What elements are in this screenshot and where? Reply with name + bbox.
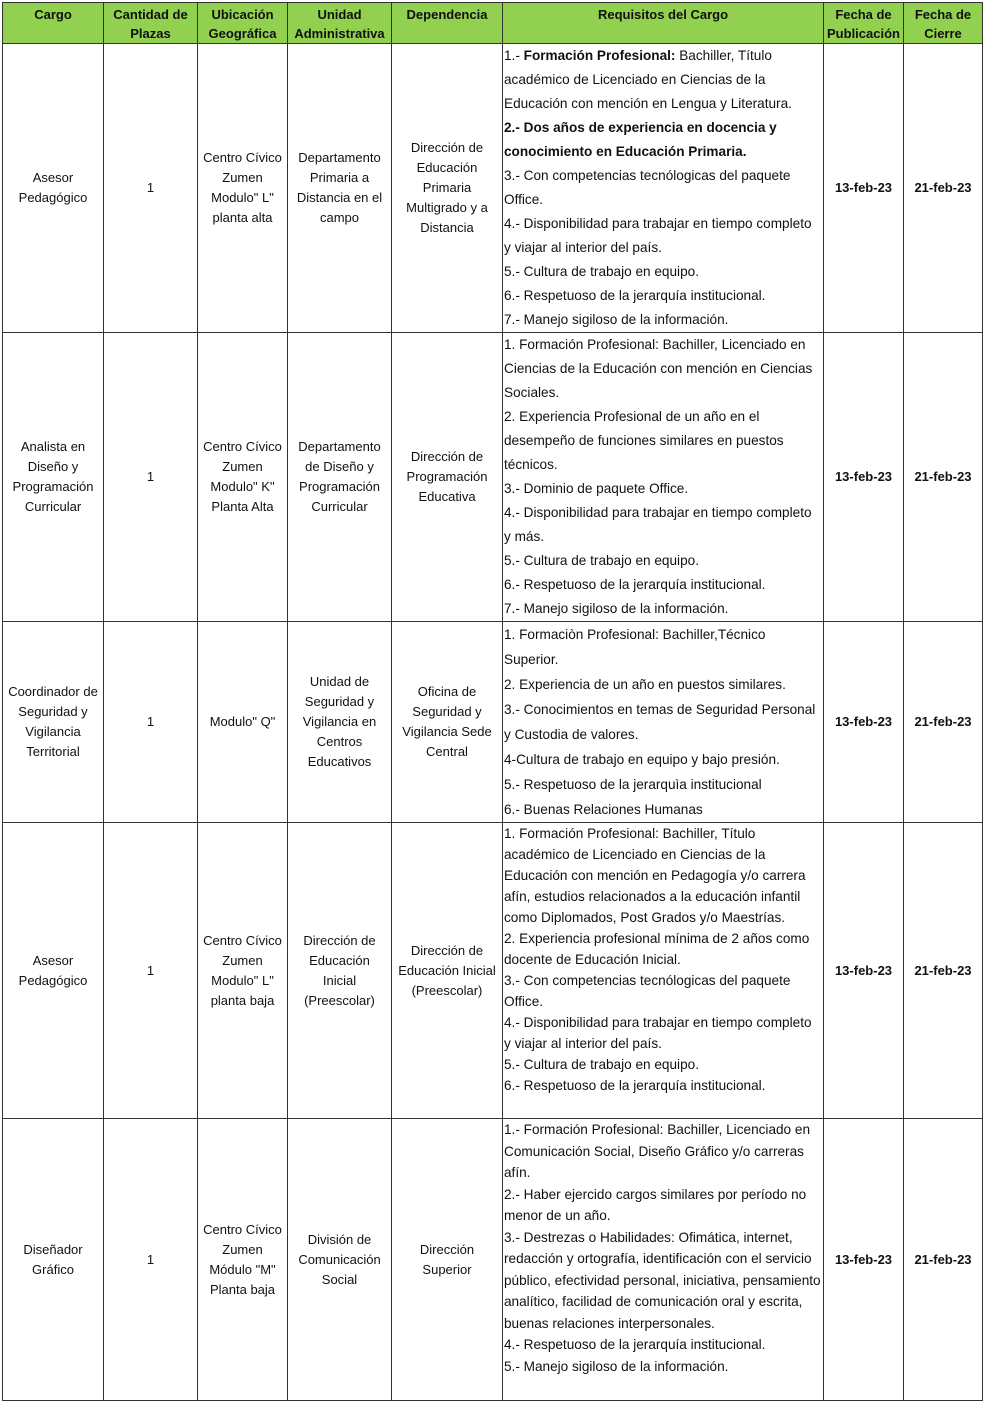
cell-cargo: Asesor Pedagógico — [3, 823, 104, 1119]
requirement-item: 4.- Disponibilidad para trabajar en tiempo completo y viajar al interior del país. — [504, 216, 812, 255]
cell-fecha-publicacion: 13-feb-23 — [824, 44, 904, 333]
table-row — [3, 622, 983, 823]
requirement-item: 2.- Haber ejercido cargos similares por período no menor de un año. — [504, 1186, 807, 1223]
requirement-item: 3.- Con competencias tecnólogicas del paquete Office. — [504, 973, 791, 1009]
header-row — [3, 3, 983, 44]
header-dependencia: Dependencia — [392, 3, 503, 44]
requirement-item: 5.- Cultura de trabajo en equipo. — [504, 1057, 699, 1072]
requirement-text: Bachiller, Título académico de Licenciado en Ciencias de la Educación con mención en Lengua y Literatura. — [504, 48, 792, 111]
cell-fecha-publicacion: 13-feb-23 — [824, 333, 904, 622]
cell-dependencia: Dirección Superior — [392, 1119, 503, 1401]
cell-plazas: 1 — [104, 823, 198, 1119]
header-requisitos: Requisitos del Cargo — [503, 3, 824, 44]
cell-fecha-cierre: 21-feb-23 — [904, 44, 983, 333]
cell-fecha-publicacion: 13-feb-23 — [824, 823, 904, 1119]
cell-plazas: 1 — [104, 1119, 198, 1401]
cell-cargo: Asesor Pedagógico — [3, 44, 104, 333]
cell-fecha-cierre: 21-feb-23 — [904, 622, 983, 823]
cell-requisitos — [503, 44, 824, 333]
cell-plazas: 1 — [104, 44, 198, 333]
cell-requisitos — [503, 333, 824, 622]
cell-cargo: Diseñador Gráfico — [3, 1119, 104, 1401]
requirement-item — [504, 44, 821, 116]
requirement-item: 4-Cultura de trabajo en equipo y bajo presión. — [504, 752, 780, 767]
cell-unidad: Departamento de Diseño y Programación Curricular — [288, 333, 392, 622]
requirement-item: 6.- Respetuoso de la jerarquía institucional. — [504, 577, 766, 592]
requirement-item: 4.- Respetuoso de la jerarquía institucional. — [504, 1337, 766, 1352]
requirement-item: 3.- Conocimientos en temas de Seguridad Personal y Custodia de valores. — [504, 702, 816, 742]
cell-plazas: 1 — [104, 622, 198, 823]
requirement-item: 6.- Respetuoso de la jerarquía institucional. — [504, 288, 766, 303]
requirement-item: 1. Formación Profesional: Bachiller, Título académico de Licenciado en Ciencias de la Educación con mención en Pedagogía y/o carrera afín, estudios relacionados a la educación infantil como Diplomados, Post Grados y/o Maestrías. — [504, 826, 806, 925]
requirement-item: 6.- Buenas Relaciones Humanas — [504, 802, 703, 817]
requirement-item: 1. Formación Profesional: Bachiller, Licenciado en Ciencias de la Educación con mención en Ciencias Sociales. — [504, 337, 813, 400]
header-cargo: Cargo — [3, 3, 104, 44]
requirement-item: 5.- Respetuoso de la jerarquìa institucional — [504, 777, 762, 792]
requirement-item: 3.- Con competencias tecnólogicas del paquete Office. — [504, 168, 791, 207]
header-unidad: Unidad Administrativa — [288, 3, 392, 44]
vacancies-table — [2, 2, 983, 1401]
requirement-item: 3.- Destrezas o Habilidades: Ofimática, internet, redacción y ortografía, identificación con el servicio público, efectividad personal, iniciativa, pensamiento analítico, facilidad de comunicación oral y escrita, buenas relaciones interpersonales. — [504, 1229, 821, 1331]
cell-plazas: 1 — [104, 333, 198, 622]
table-row — [3, 44, 983, 333]
cell-dependencia: Dirección de Programación Educativa — [392, 333, 503, 622]
header-fecha-cierre: Fecha de Cierre — [904, 3, 983, 44]
cell-cargo: Coordinador de Seguridad y Vigilancia Territorial — [3, 622, 104, 823]
cell-fecha-cierre: 21-feb-23 — [904, 1119, 983, 1401]
requirement-item: 2.- Dos años de experiencia en docencia y conocimiento en Educación Primaria. — [504, 120, 777, 159]
cell-dependencia: Dirección de Educación Inicial (Preescolar) — [392, 823, 503, 1119]
cell-cargo: Analista en Diseño y Programación Curricular — [3, 333, 104, 622]
cell-ubicacion: Centro Cívico Zumen Modulo" L" planta alta — [198, 44, 288, 333]
cell-fecha-cierre: 21-feb-23 — [904, 333, 983, 622]
cell-ubicacion: Modulo" Q" — [198, 622, 288, 823]
cell-fecha-publicacion: 13-feb-23 — [824, 1119, 904, 1401]
cell-unidad: Departamento Primaria a Distancia en el campo — [288, 44, 392, 333]
cell-unidad: Unidad de Seguridad y Vigilancia en Centros Educativos — [288, 622, 392, 823]
cell-ubicacion: Centro Cívico Zumen Modulo" K" Planta Alta — [198, 333, 288, 622]
header-fecha-publicacion: Fecha de Publicación — [824, 3, 904, 44]
cell-fecha-publicacion: 13-feb-23 — [824, 622, 904, 823]
requirement-item: 5.- Cultura de trabajo en equipo. — [504, 264, 699, 279]
requirement-item: 6.- Respetuoso de la jerarquía institucional. — [504, 1078, 766, 1093]
requirement-item: 3.- Dominio de paquete Office. — [504, 481, 689, 496]
table-row — [3, 1119, 983, 1401]
requirement-item: 7.- Manejo sigiloso de la información. — [504, 312, 729, 327]
requirement-item: 5.- Manejo sigiloso de la información. — [504, 1358, 729, 1374]
cell-requisitos — [503, 823, 824, 1119]
requirement-item: 2. Experiencia Profesional de un año en el desempeño de funciones similares en puestos técnicos. — [504, 409, 784, 472]
requirement-item: 4.- Disponibilidad para trabajar en tiempo completo y viajar al interior del país. — [504, 1015, 812, 1051]
cell-unidad: División de Comunicación Social — [288, 1119, 392, 1401]
requirement-bold: Formación Profesional: — [523, 48, 676, 63]
header-ubicacion: Ubicación Geográfica — [198, 3, 288, 44]
requirement-item: 7.- Manejo sigiloso de la información. — [504, 601, 729, 616]
cell-ubicacion: Centro Cívico Zumen Módulo "M" Planta baja — [198, 1119, 288, 1401]
cell-dependencia: Dirección de Educación Primaria Multigrado y a Distancia — [392, 44, 503, 333]
requirement-item: 5.- Cultura de trabajo en equipo. — [504, 553, 699, 568]
cell-requisitos — [503, 1119, 824, 1401]
requirement-item: 4.- Disponibilidad para trabajar en tiempo completo y más. — [504, 505, 812, 544]
requirement-item: 1.- Formación Profesional: Bachiller, Licenciado en Comunicación Social, Diseño Gráfico y/o carreras afín. — [504, 1122, 811, 1180]
cell-unidad: Dirección de Educación Inicial (Preescolar) — [288, 823, 392, 1119]
requirement-prefix: 1.- — [504, 48, 524, 63]
cell-requisitos — [503, 622, 824, 823]
requirement-item: 2. Experiencia de un año en puestos similares. — [504, 677, 786, 692]
cell-ubicacion: Centro Cívico Zumen Modulo" L" planta baja — [198, 823, 288, 1119]
cell-dependencia: Oficina de Seguridad y Vigilancia Sede Central — [392, 622, 503, 823]
header-cantidad-plazas: Cantidad de Plazas — [104, 3, 198, 44]
requirement-item: 1. Formaciòn Profesional: Bachiller,Técnico Superior. — [504, 627, 766, 667]
cell-fecha-cierre: 21-feb-23 — [904, 823, 983, 1119]
table-row — [3, 333, 983, 622]
requirement-item: 2. Experiencia profesional mínima de 2 años como docente de Educación Inicial. — [504, 931, 810, 967]
table-row — [3, 823, 983, 1119]
